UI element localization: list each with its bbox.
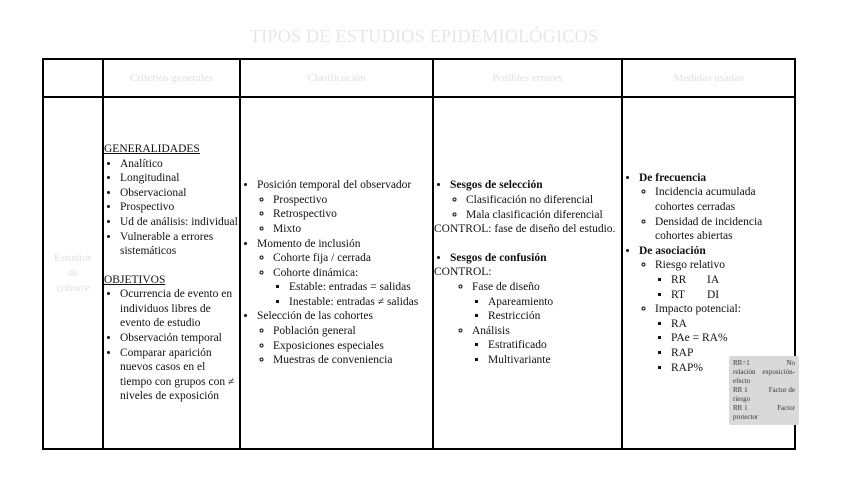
list-item: ▪ Estratificado	[488, 338, 621, 353]
control-text: CONTROL: fase de diseño del estudio.	[434, 223, 616, 236]
list-item: • Prospectivo	[120, 200, 239, 215]
control-text: CONTROL:	[434, 266, 492, 279]
list-item: ◦ Mixto	[273, 222, 432, 237]
sesgos-confusion-list	[434, 251, 621, 266]
list-item: • Ocurrencia de evento en individuos libres de evento de estudio	[120, 287, 239, 331]
list-item: • Sesgos de confusión	[450, 251, 621, 266]
clasificacion-cell	[240, 97, 433, 449]
list-item: ◦ Prospectivo	[273, 193, 432, 208]
list-item: • Selección de las cohortes ◦ Población general ◦ Exposiciones especiales ◦ Muestras de conveniencia	[257, 309, 432, 367]
list-item: • Vulnerable a errores sistemáticos	[120, 230, 239, 259]
list-item: ◦ Incidencia acumulada cohortes cerradas	[655, 185, 794, 214]
cohort-study-table	[42, 58, 796, 450]
list-item: ◦ Exposiciones especiales	[273, 339, 432, 354]
medidas-list	[623, 171, 794, 375]
list-item: • Comparar aparición nuevos casos en el tiempo con grupos con ≠ niveles de exposición	[120, 346, 239, 404]
errores-cell	[433, 97, 622, 449]
list-item: • Longitudinal	[120, 171, 239, 186]
list-item: • Analítico	[120, 157, 239, 172]
list-item: ▪ RT DI	[671, 288, 794, 303]
list-item: ▪ Multivariante	[488, 353, 621, 368]
row-header-cohorte: Estudios de cohorte	[43, 97, 103, 449]
table-row-cohorte	[43, 97, 795, 449]
list-item: ▪ Estable: entradas = salidas	[289, 280, 432, 295]
list-item: • Sesgos de selección ◦ Clasificación no diferencial ◦ Mala clasificación diferencial	[450, 178, 621, 222]
medidas-cell	[622, 97, 795, 449]
list-item: ◦ Impacto potencial: ▪ RA ▪ PAe = RA% ▪ RAP ▪ RAP%	[655, 302, 794, 375]
list-item: ◦ Muestras de conveniencia	[273, 353, 432, 368]
list-item: ◦ Clasificación no diferencial	[466, 193, 621, 208]
list-item: • Posición temporal del observador ◦ Prospectivo ◦ Retrospectivo ◦ Mixto	[257, 178, 432, 236]
list-item: ▪ RAP%	[671, 361, 794, 376]
list-item: ▪ PAe = RA%	[671, 331, 794, 346]
table-header-row	[43, 59, 795, 97]
list-item: ◦ Mala clasificación diferencial	[466, 208, 621, 223]
list-item: • De frecuencia ◦ Incidencia acumulada cohortes cerradas ◦ Densidad de incidencia cohortes abiertas	[639, 171, 794, 244]
control-list	[434, 280, 621, 368]
list-item: ◦ Población general	[273, 324, 432, 339]
header-empty	[43, 59, 103, 97]
list-item: ▪ Inestable: entradas ≠ salidas	[289, 295, 432, 310]
page-title: TIPOS DE ESTUDIOS EPIDEMIOLÓGICOS	[249, 26, 599, 46]
list-item: ◦ Retrospectivo	[273, 207, 432, 222]
objetivos-heading: OBJETIVOS	[104, 273, 166, 286]
list-item: ◦ Análisis ▪ Estratificado ▪ Multivariante	[472, 324, 621, 368]
criterios-cell	[103, 97, 240, 449]
list-item: ◦ Fase de diseño ▪ Apareamiento ▪ Restricción	[472, 280, 621, 324]
header-clasificacion: Clasificación	[240, 59, 433, 97]
list-item: • Momento de inclusión ◦ Cohorte fija / cerrada ◦ Cohorte dinámica: ▪ Estable: entradas = salidas ▪ Inestable: entradas ≠ salidas	[257, 237, 432, 310]
list-item: ▪ Restricción	[488, 309, 621, 324]
list-item: • Ud de análisis: individual	[120, 215, 239, 230]
clasificacion-list	[241, 178, 432, 368]
header-medidas: Medidas usadas	[622, 59, 795, 97]
header-criterios: Criterios generales	[103, 59, 240, 97]
list-item: ◦ Densidad de incidencia cohortes abiertas	[655, 215, 794, 244]
generalidades-list	[104, 157, 239, 259]
list-item: ▪ RA	[671, 317, 794, 332]
list-item: ◦ Riesgo relativo ▪ RR IA ▪ RT DI	[655, 258, 794, 302]
generalidades-heading: GENERALIDADES	[104, 142, 200, 155]
list-item: • Observacional	[120, 186, 239, 201]
sesgos-seleccion-list	[434, 178, 621, 222]
list-item: ◦ Cohorte fija / cerrada	[273, 251, 432, 266]
list-item: ◦ Cohorte dinámica: ▪ Estable: entradas = salidas ▪ Inestable: entradas ≠ salidas	[273, 266, 432, 310]
rr-interpretation-note: RR=1 No relación exposición- efecto RR 1 Factor de riesgo RR 1 Factor protector	[729, 356, 799, 425]
header-errores: Posibles errores	[433, 59, 622, 97]
list-item: ▪ RR IA	[671, 273, 794, 288]
list-item: • De asociación ◦ Riesgo relativo ▪ RR IA ▪ RT DI ◦ Impacto potencial: ▪ RA ▪ PAe = RA% ▪ RAP ▪ RAP%	[639, 244, 794, 375]
list-item: ▪ RAP	[671, 346, 794, 361]
list-item: • Observación temporal	[120, 331, 239, 346]
objetivos-list	[104, 287, 239, 404]
list-item: ▪ Apareamiento	[488, 295, 621, 310]
